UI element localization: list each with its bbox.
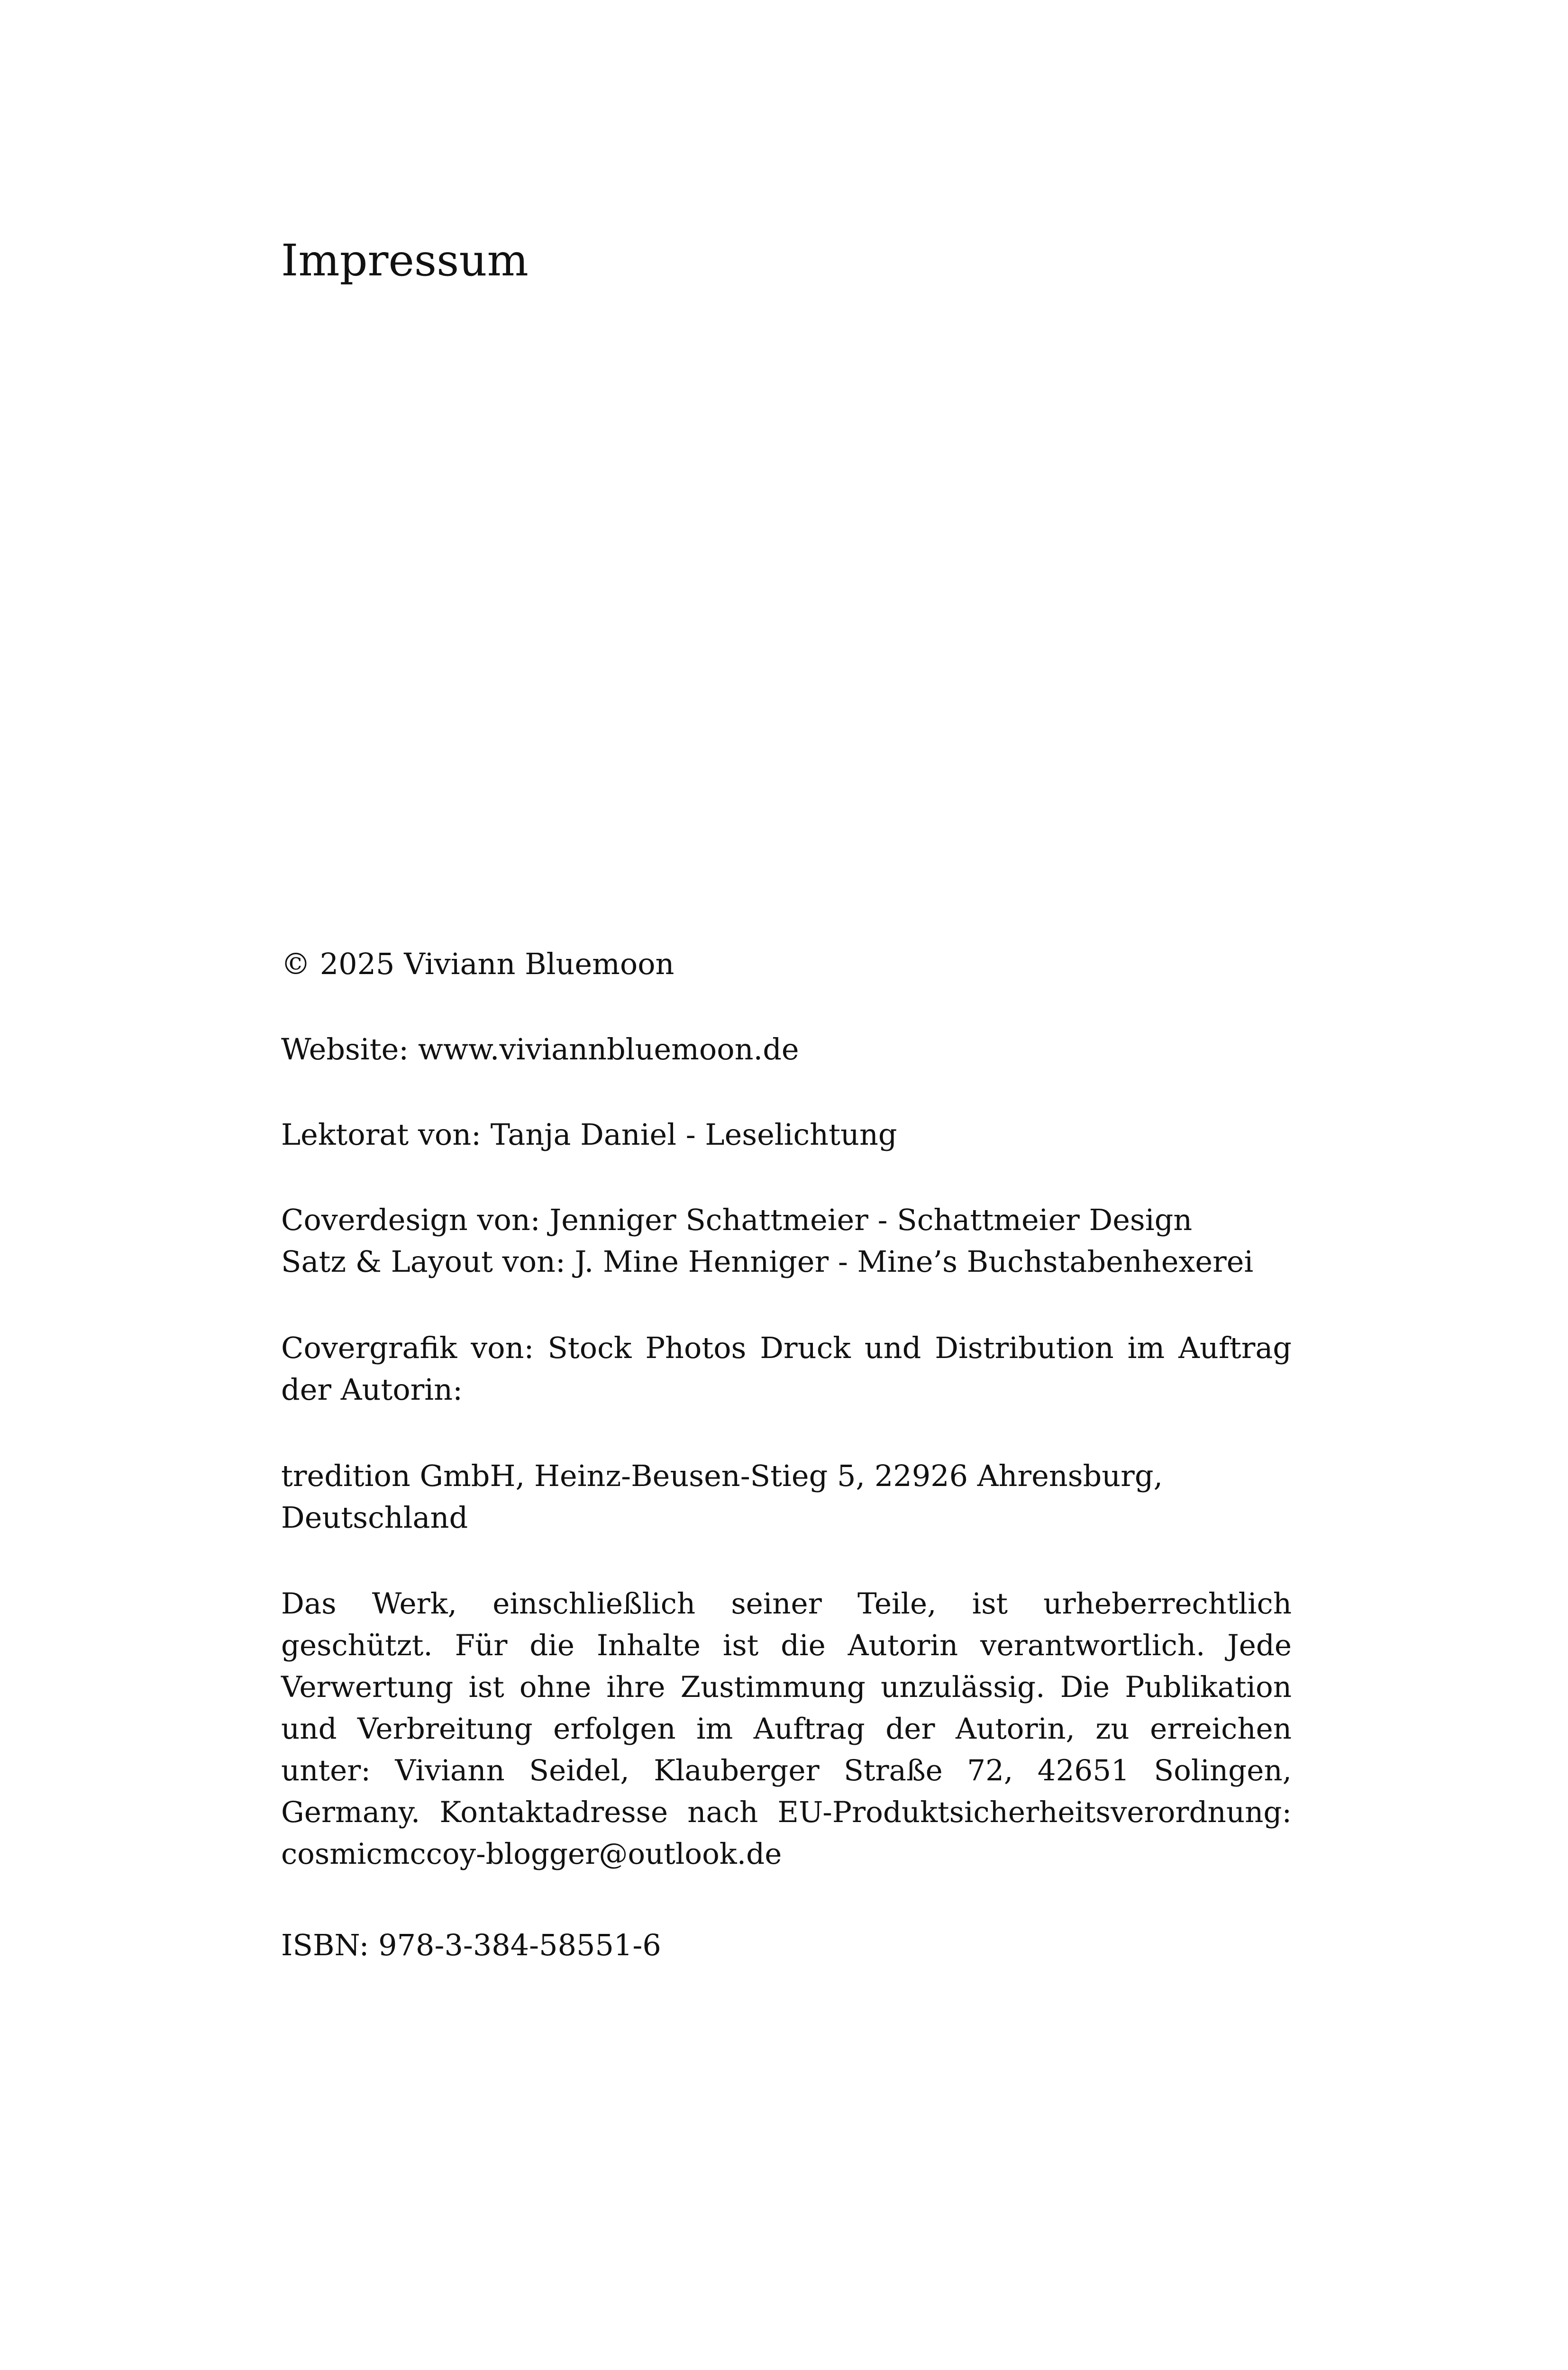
- lektorat-line: Lektorat von: Tanja Daniel - Leselichtung: [281, 1117, 897, 1152]
- website-line: Website: www.viviannbluemoon.de: [281, 1032, 799, 1066]
- satz-layout-line: Satz & Layout von: J. Mine Henniger - Mine’s Buchstabenhexerei: [281, 1244, 1254, 1279]
- coverdesign-line: Coverdesign von: Jenniger Schattmeier - Schattmeier Design: [281, 1203, 1193, 1237]
- legal-notice: Das Werk, einschließlich seiner Teile, ist urheberrechtlich geschützt. Für die Inhalte ist die Autorin verantwortlich. Jede Verwertung ist ohne ihre Zustimmung unzulässig. Die Publikation und Verbreitung erfolgen im Auftrag der Autorin, zu erreichen unter: Viviann Seidel, Klauberger Straße 72, 42651 Solingen, Germany. Kontaktadresse nach EU-Produktsicherheitsverordnung: cosmicmccoy-blogger@outlook.de: [281, 1587, 1292, 1871]
- covergrafik-line: Covergrafik von: Stock Photos Druck und Distribution im Auftrag der Autorin:: [281, 1331, 1292, 1407]
- copyright-line: © 2025 Viviann Bluemoon: [281, 947, 675, 981]
- isbn-line: ISBN: 978-3-384-58551-6: [281, 1928, 661, 1962]
- page-title: Impressum: [281, 235, 529, 286]
- publisher-address: tredition GmbH, Heinz-Beusen-Stieg 5, 22926 Ahrensburg, Deutschland: [281, 1458, 1163, 1535]
- design-credits: [281, 1199, 1292, 1283]
